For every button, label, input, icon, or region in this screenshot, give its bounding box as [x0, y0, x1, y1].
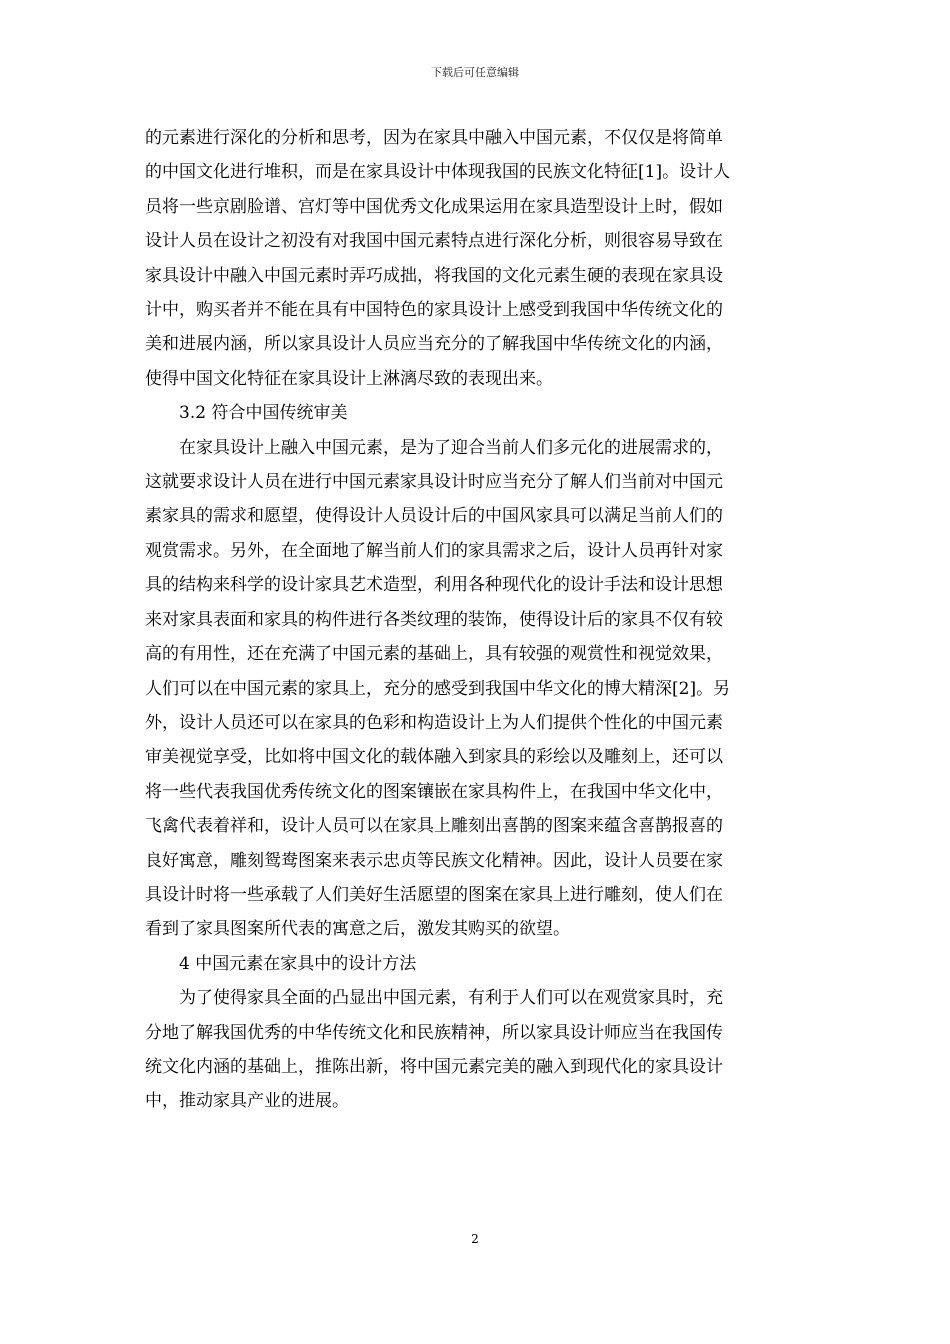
page-header: 下载后可任意编辑: [431, 66, 519, 79]
paragraph-2: 在家具设计上融入中国元素，是为了迎合当前人们多元化的进展需求的， 这就要求设计人员在进行中国元素家具设计时应当充分了解人们当前对中国元 素家具的需求和愿望，使得设计人员设计后的中国风家具可以满足当前人们的 观赏需求。另外，在全面地了解当前人们的家具需求之后，设计人员再针对家 具的结构来科学的设计家具艺术造型，利用各种现代化的设计手法和设计思想 来对家具表面和家具的构件进行各类纹理的装饰，使得设计后的家具不仅有较 高的有用性，还在充满了中国元素的基础上，具有较强的观赏性和视觉效果， 人们可以在中国元素的家具上，充分的感受到我国中华文化的博大精深[2]。另 外，设计人员还可以在家具的色彩和构造设计上为人们提供个性化的中国元素 审美视觉享受，比如将中国文化的载体融入到家具的彩绘以及雕刻上，还可以 将一些代表我国优秀传统文化的图案镶嵌在家具构件上，在我国中华文化中， 飞禽代表着祥和，设计人员可以在家具上雕刻出喜鹊的图案来蕴含喜鹊报喜的 良好寓意，雕刻鸳鸯图案来表示忠贞等民族文化精神。因此，设计人员要在家 具设计时将一些承载了人们美好生活愿望的图案在家具上进行雕刻，使人们在 看到了家具图案所代表的寓意之后，激发其购买的欲望。: [145, 437, 731, 940]
paragraph-3: 为了使得家具全面的凸显出中国元素，有利于人们可以在观赏家具时，充 分地了解我国优秀的中华传统文化和民族精神，所以家具设计师应当在我国传 统文化内涵的基础上，推陈出新，将中国元素完美的融入到现代化的家具设计 中，推动家具产业的进展。: [145, 988, 723, 1112]
page-number: 2: [471, 1232, 479, 1246]
paragraph-1: 的元素进行深化的分析和思考，因为在家具中融入中国元素，不仅仅是将简单 的中国文化进行堆积，而是在家具设计中体现我国的民族文化特征[1]。设计人 员将一些京剧脸谱、宫灯等中国优秀文化成果运用在家具造型设计上时，假如 设计人员在设计之初没有对我国中国元素特点进行深化分析，则很容易导致在 家具设计中融入中国元素时弄巧成拙，将我国的文化元素生硬的表现在家具设 计中，购买者并不能在具有中国特色的家具设计上感受到我国中华传统文化的 美和进展内涵，所以家具设计人员应当充分的了解我国中华传统文化的内涵， 使得中国文化特征在家具设计上淋漓尽致的表现出来。: [145, 128, 731, 389]
document-body: [145, 121, 805, 1119]
section-heading-4: 4 中国元素在家具中的设计方法: [145, 953, 417, 974]
section-heading-3-2: 3.2 符合中国传统审美: [145, 403, 348, 424]
